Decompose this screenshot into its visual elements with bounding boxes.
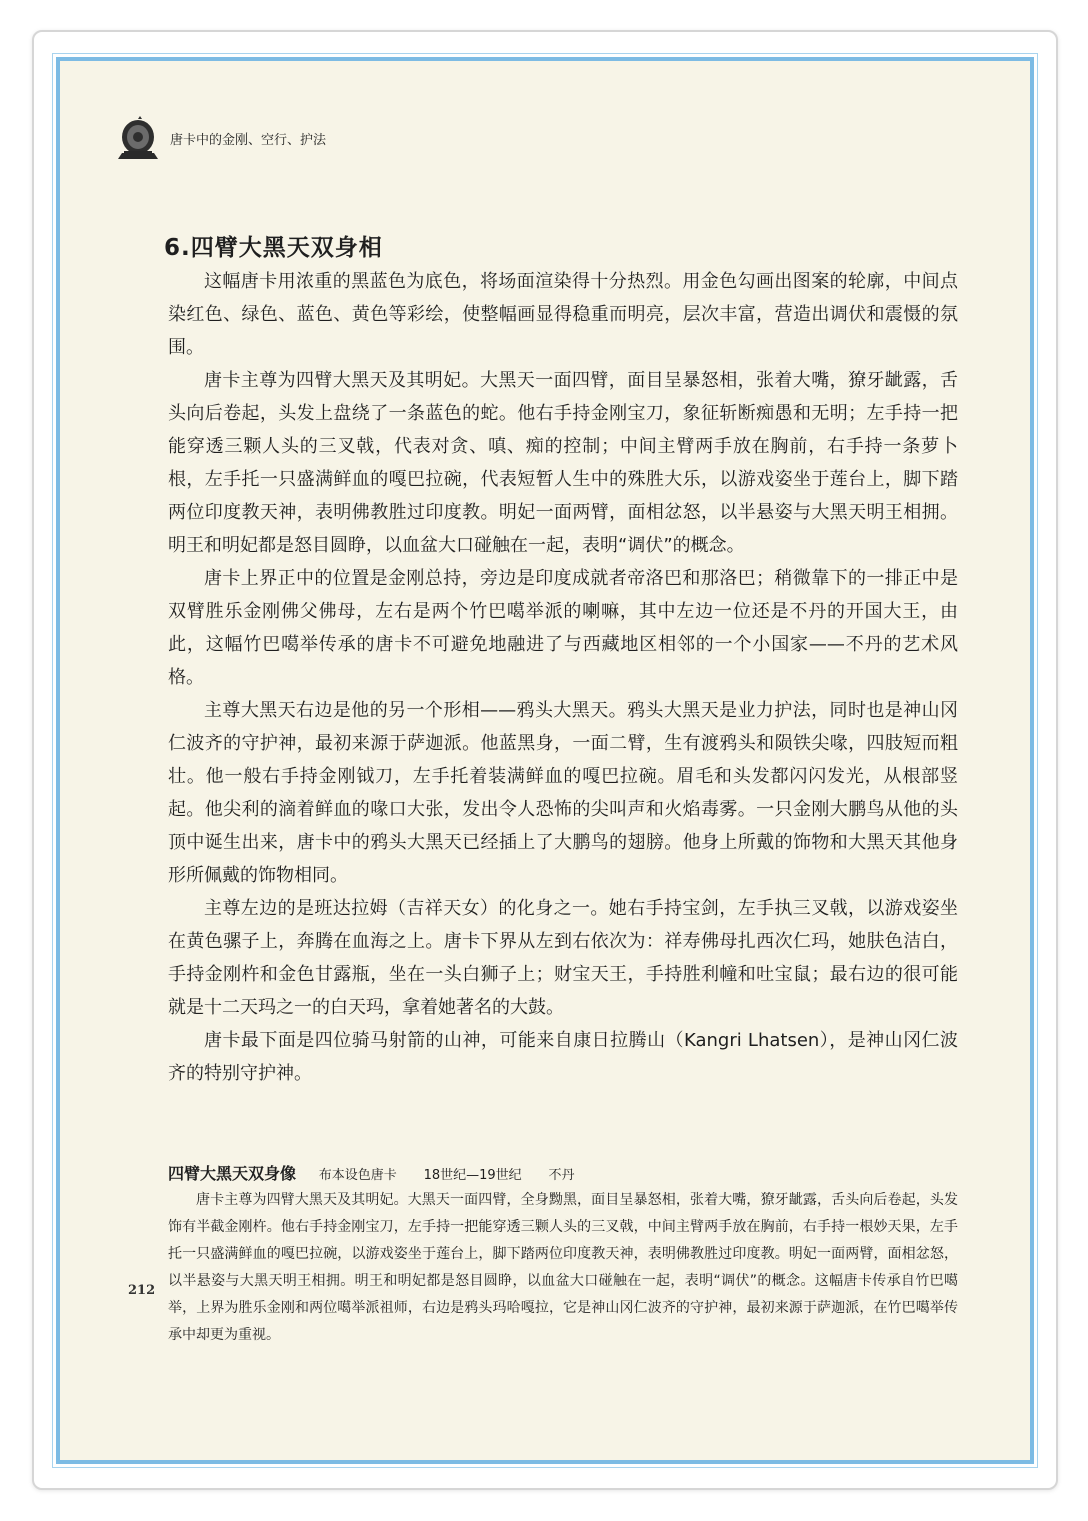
dharma-wheel-emblem-icon	[114, 115, 162, 161]
book-page	[56, 57, 1034, 1464]
caption-title: 四臂大黑天双身像	[168, 1164, 297, 1183]
caption-period: 18世纪—19世纪	[423, 1168, 522, 1183]
page-number: 212	[128, 1283, 156, 1298]
section-title: 6.四臂大黑天双身相	[164, 235, 383, 261]
paragraph: 唐卡最下面是四位骑马射箭的山神，可能来自康日拉腾山（Kangri Lhatsen），是神山冈仁波齐的特别守护神。	[168, 1030, 958, 1084]
paragraph: 唐卡主尊为四臂大黑天及其明妃。大黑天一面四臂，面目呈暴怒相，张着大嘴，獠牙龇露，舌头向后卷起，头发上盘绕了一条蓝色的蛇。他右手持金刚宝刀，象征斩断痴愚和无明；左手持一把能穿透三颗人头的三叉戟，代表对贪、嗔、痴的控制；中间主臂两手放在胸前，右手持一条萝卜根，左手托一只盛满鲜血的嘎巴拉碗，代表短暂人生中的殊胜大乐，以游戏姿坐于莲台上，脚下踏两位印度教天神，表明佛教胜过印度教。明妃一面两臂，面相忿怒，以半悬姿与大黑天明王相拥。明王和明妃都是怒目圆睁，以血盆大口碰触在一起，表明“调伏”的概念。	[168, 370, 958, 556]
running-title: 唐卡中的金刚、空行、护法	[170, 133, 327, 148]
caption-origin: 不丹	[548, 1168, 575, 1183]
paragraph: 这幅唐卡用浓重的黑蓝色为底色，将场面渲染得十分热烈。用金色勾画出图案的轮廓，中间点染红色、绿色、蓝色、黄色等彩绘，使整幅画显得稳重而明亮，层次丰富，营造出调伏和震慑的氛围。	[168, 271, 958, 358]
figure-caption-heading	[168, 1161, 968, 1184]
figure-caption-text: 唐卡主尊为四臂大黑天及其明妃。大黑天一面四臂，全身黝黑，面目呈暴怒相，张着大嘴，獠牙龇露，舌头向后卷起，头发饰有半截金刚杵。他右手持金刚宝刀，左手持一把能穿透三颗人头的三叉戟，中间主臂两手放在胸前，右手持一根妙天果，左手托一只盛满鲜血的嘎巴拉碗，以游戏姿坐于莲台上，脚下踏两位印度教天神，表明佛教胜过印度教。明妃一面两臂，面相忿怒，以半悬姿与大黑天明王相拥。明王和明妃都是怒目圆睁，以血盆大口碰触在一起，表明“调伏”的概念。这幅唐卡传承自竹巴噶举，上界为胜乐金刚和两位噶举派祖师，右边是鸦头玛哈嘎拉，它是神山冈仁波齐的守护神，最初来源于萨迦派，在竹巴噶举传承中却更为重视。	[168, 1192, 958, 1343]
caption-material: 布本设色唐卡	[318, 1168, 397, 1183]
body-text	[168, 265, 958, 1090]
paragraph: 主尊大黑天右边是他的另一个形相——鸦头大黑天。鸦头大黑天是业力护法，同时也是神山冈仁波齐的守护神，最初来源于萨迦派。他蓝黑身，一面二臂，生有渡鸦头和陨铁尖喙，四肢短而粗壮。他一般右手持金刚钺刀，左手托着装满鲜血的嘎巴拉碗。眉毛和头发都闪闪发光，从根部竖起。他尖利的滴着鲜血的喙口大张，发出令人恐怖的尖叫声和火焰毒雾。一只金刚大鹏鸟从他的头顶中诞生出来，唐卡中的鸦头大黑天已经插上了大鹏鸟的翅膀。他身上所戴的饰物和大黑天其他身形所佩戴的饰物相同。	[168, 700, 958, 886]
paragraph: 唐卡上界正中的位置是金刚总持，旁边是印度成就者帝洛巴和那洛巴；稍微靠下的一排正中是双臂胜乐金刚佛父佛母，左右是两个竹巴噶举派的喇嘛，其中左边一位还是不丹的开国大王，由此，这幅竹巴噶举传承的唐卡不可避免地融进了与西藏地区相邻的一个小国家——不丹的艺术风格。	[168, 568, 958, 688]
paragraph: 主尊左边的是班达拉姆（吉祥天女）的化身之一。她右手持宝剑，左手执三叉戟，以游戏姿坐在黄色骡子上，奔腾在血海之上。唐卡下界从左到右依次为：祥寿佛母扎西次仁玛，她肤色洁白，手持金刚杵和金色甘露瓶，坐在一头白狮子上；财宝天王，手持胜利幢和吐宝鼠；最右边的很可能就是十二天玛之一的白天玛，拿着她著名的大鼓。	[168, 898, 958, 1018]
